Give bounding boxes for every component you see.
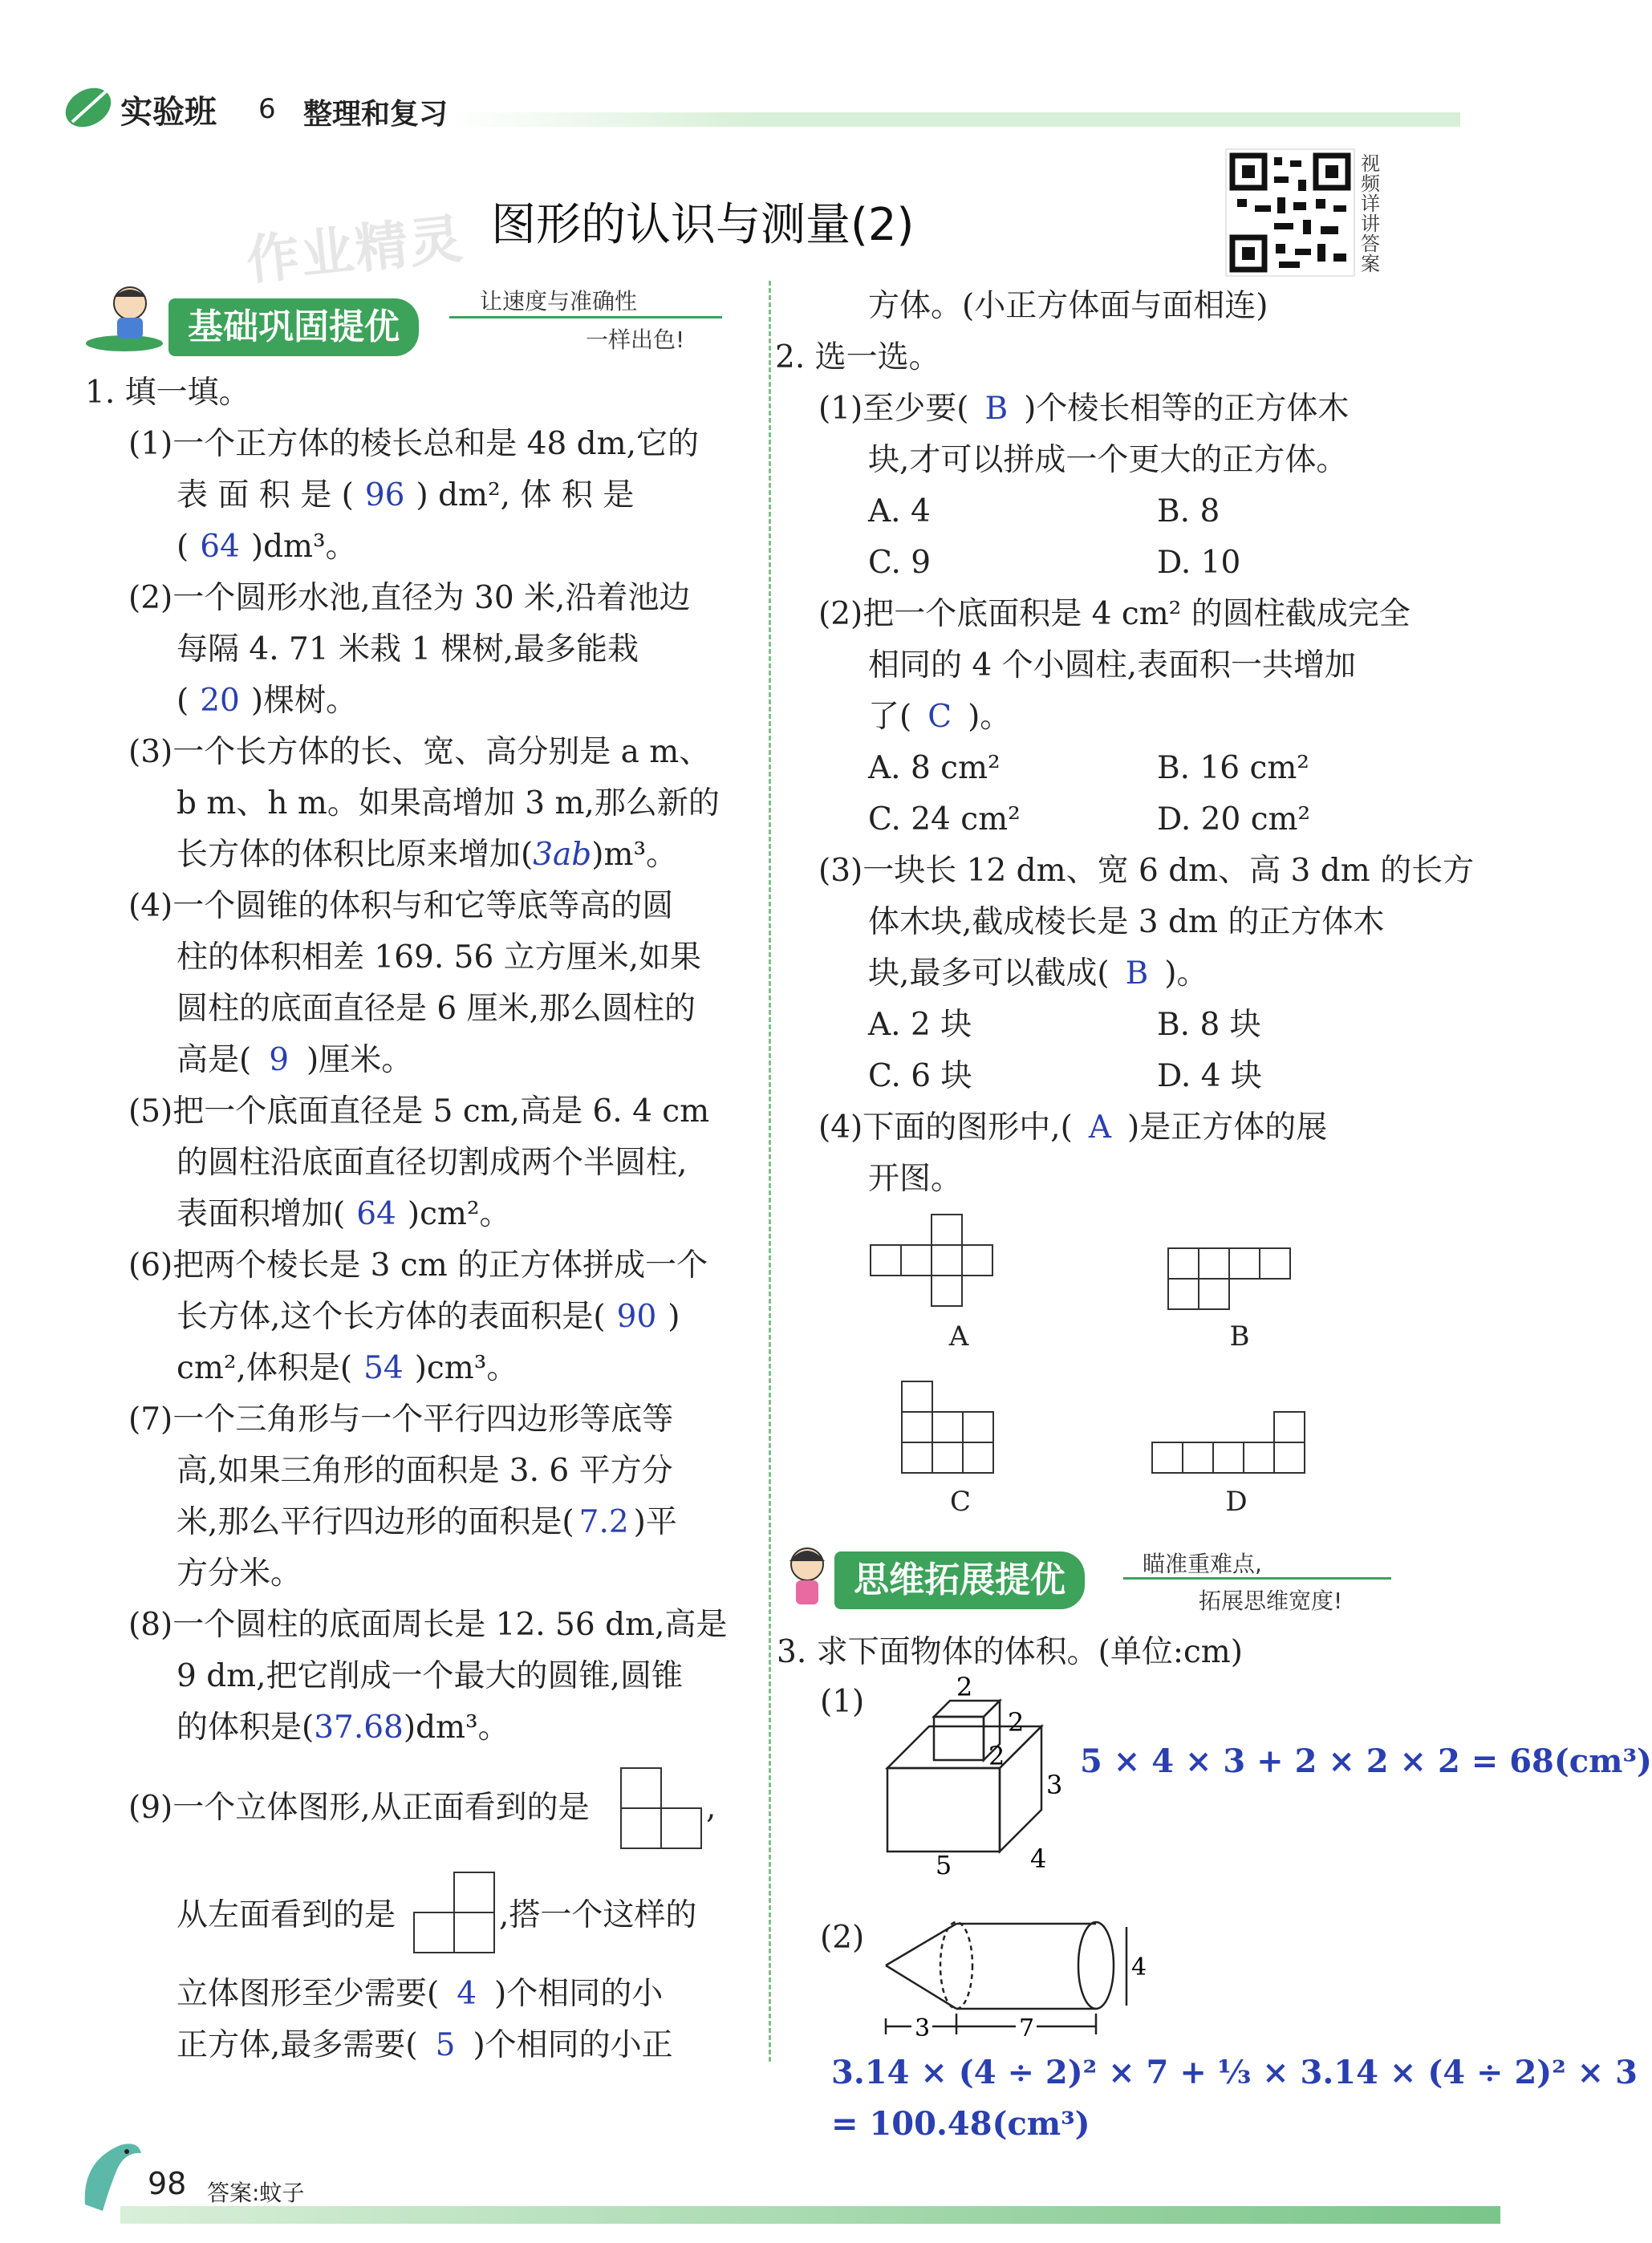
section2-underline bbox=[1123, 1577, 1391, 1580]
net-label-d: D bbox=[1225, 1486, 1248, 1518]
q3-p1-label: (1) bbox=[820, 1684, 865, 1720]
q1-p1-text: ) dm², 体 积 是 bbox=[416, 477, 635, 513]
q1-p4-line2: 柱的体积相差 169. 56 立方厘米,如果 bbox=[177, 939, 702, 975]
q1-p6-answer1: 90 bbox=[616, 1299, 657, 1335]
q2-p1-optA: A. 4 bbox=[868, 493, 931, 529]
mascot-boy-icon bbox=[80, 282, 168, 356]
q1-p9-line2a: 从左面看到的是 bbox=[177, 1897, 396, 1933]
q2-p4-answer: A bbox=[1088, 1109, 1112, 1146]
q1-p4-text: 高是( bbox=[177, 1042, 252, 1078]
q1-p5-line3 bbox=[177, 1189, 511, 1240]
q1-p6-line3 bbox=[177, 1343, 518, 1394]
q1-p1-line2 bbox=[177, 470, 634, 521]
q2-p2-answer: C bbox=[927, 699, 952, 735]
q1-p8-text: 的体积是( bbox=[177, 1710, 315, 1746]
q2-p3-answer: B bbox=[1125, 955, 1149, 992]
q3-p2-answer-line1: 3.14 × (4 ÷ 2)² × 7 + ⅓ × 3.14 × (4 ÷ 2)² × 3 bbox=[831, 2054, 1638, 2091]
q2-p2-optD: D. 20 cm² bbox=[1157, 801, 1311, 838]
q1-p6-line1: (6)把两个棱长是 3 cm 的正方体拼成一个 bbox=[128, 1247, 708, 1284]
q1-p3-line2: b m、h m。如果高增加 3 m,那么新的 bbox=[177, 785, 720, 821]
q2-p2-optA: A. 8 cm² bbox=[868, 750, 1001, 786]
q1-p5-line2: 的圆柱沿底面直径切割成两个半圆柱, bbox=[177, 1145, 688, 1181]
q3-p1-dim-height: 2 bbox=[988, 1741, 1005, 1771]
q3-figure-1 bbox=[875, 1672, 1083, 1880]
q3-p2-dim-diameter: 4 bbox=[1131, 1953, 1147, 1981]
q1-p4-text: )厘米。 bbox=[306, 1042, 413, 1078]
q2-p3-text: 块,最多可以截成( bbox=[868, 955, 1110, 992]
q2-p2-text: 了( bbox=[868, 699, 912, 735]
dolphin-icon bbox=[74, 2137, 148, 2217]
q2-p4-line2: 开图。 bbox=[868, 1161, 963, 1197]
net-option-d bbox=[1152, 1412, 1305, 1473]
q1-p6-text: ) bbox=[668, 1299, 680, 1335]
q2-p4-line1 bbox=[818, 1102, 1327, 1154]
section-tag-extension: 思维拓展提优 bbox=[834, 1551, 1085, 1609]
q3-p2-dim-cone: 3 bbox=[915, 2014, 931, 2042]
q1-p9-answer1: 4 bbox=[457, 1976, 477, 2012]
net-option-c bbox=[902, 1381, 993, 1473]
net-label-c: C bbox=[949, 1486, 971, 1518]
q3-p1-dim-5: 5 bbox=[935, 1850, 952, 1880]
q1-p6-line2 bbox=[177, 1292, 680, 1343]
q1-p3-line1: (3)一个长方体的长、宽、高分别是 a m、 bbox=[128, 734, 711, 770]
q2-p3-line2: 体木块,截成棱长是 3 dm 的正方体木 bbox=[868, 904, 1385, 940]
q1-p8-text: )dm³。 bbox=[403, 1710, 509, 1746]
q2-p1-line1 bbox=[818, 383, 1349, 435]
section1-underline bbox=[449, 316, 722, 318]
section1-motto-line2: 一样出色! bbox=[586, 327, 685, 353]
q1-p6-answer2: 54 bbox=[363, 1350, 404, 1386]
watermark: 作业精灵 bbox=[243, 207, 467, 292]
q3-p1-dim-4: 4 bbox=[1030, 1843, 1047, 1874]
qr-caption: 视频详讲答案 bbox=[1361, 152, 1380, 275]
q1-p2-line3 bbox=[177, 675, 357, 727]
section2-motto-line2: 拓展思维宽度! bbox=[1199, 1588, 1343, 1614]
q1-p8-answer: 37.68 bbox=[314, 1710, 404, 1746]
q1-p8-line2: 9 dm,把它削成一个最大的圆锥,圆锥 bbox=[177, 1658, 683, 1694]
q2-p3-optA: A. 2 块 bbox=[868, 1007, 972, 1043]
page-title: 图形的认识与测量(2) bbox=[491, 199, 915, 251]
chapter-number: 6 bbox=[258, 93, 276, 125]
q1-p9-line5: 方体。(小正方体面与面相连) bbox=[868, 288, 1268, 324]
q1-p7-text: )平 bbox=[633, 1504, 677, 1540]
q1-p9-answer2: 5 bbox=[435, 2027, 456, 2063]
q1-p1-text: 表 面 积 是 ( bbox=[177, 477, 354, 513]
q1-p9-text: 立体图形至少需要( bbox=[177, 1976, 440, 2012]
q3-p1-answer: 5 × 4 × 3 + 2 × 2 × 2 = 68(cm³) bbox=[1080, 1742, 1652, 1780]
q1-p1-line1: (1)一个正方体的棱长总和是 48 dm,它的 bbox=[128, 426, 700, 462]
q1-p4-line4 bbox=[177, 1035, 412, 1086]
q3-p2-answer-line2: = 100.48(cm³) bbox=[831, 2105, 1090, 2143]
q2-p3-line1: (3)一块长 12 dm、宽 6 dm、高 3 dm 的长方 bbox=[818, 853, 1475, 889]
mascot-girl-icon bbox=[775, 1542, 839, 1611]
section2-motto-line1: 瞄准重难点, bbox=[1143, 1551, 1262, 1577]
q1-p2-line1: (2)一个圆形水池,直径为 30 米,沿着池边 bbox=[128, 580, 691, 616]
q1-p9-line1: (9)一个立体图形,从正面看到的是 bbox=[128, 1790, 590, 1826]
q3-p1-dim-side: 2 bbox=[1008, 1707, 1025, 1738]
q1-p3-text: )m³。 bbox=[591, 837, 678, 873]
q1-p4-line3: 圆柱的底面直径是 6 厘米,那么圆柱的 bbox=[177, 991, 696, 1027]
q1-p1-answer1: 96 bbox=[364, 477, 405, 513]
q2-p3-optC: C. 6 块 bbox=[868, 1058, 972, 1094]
answer-note: 答案:蚊子 bbox=[207, 2180, 305, 2206]
q2-p2-optB: B. 16 cm² bbox=[1157, 750, 1309, 786]
q1-title: 1. 填一填。 bbox=[85, 375, 250, 411]
q1-p7-line3 bbox=[177, 1497, 677, 1548]
q1-p1-answer2: 64 bbox=[200, 529, 240, 565]
q1-p5-line1: (5)把一个底面直径是 5 cm,高是 6. 4 cm bbox=[128, 1093, 710, 1130]
q2-p2-text: )。 bbox=[968, 699, 1012, 735]
footer-band bbox=[120, 2206, 1500, 2224]
q2-p1-optB: B. 8 bbox=[1157, 493, 1220, 529]
q1-p7-answer: 7.2 bbox=[578, 1504, 629, 1540]
header-band bbox=[449, 112, 1460, 127]
q1-p2-line2: 每隔 4. 71 米栽 1 棵树,最多能栽 bbox=[177, 631, 639, 667]
q2-p4-text: (4)下面的图形中,( bbox=[818, 1109, 1073, 1146]
column-divider bbox=[769, 281, 771, 2062]
q1-p2-text: ( bbox=[177, 683, 189, 719]
q1-p6-text: )cm³。 bbox=[414, 1350, 518, 1386]
section1-motto-line1: 让速度与准确性 bbox=[480, 288, 638, 314]
q2-p1-answer: B bbox=[984, 391, 1009, 427]
q1-p4-answer: 9 bbox=[269, 1042, 290, 1078]
q1-p5-text: 表面积增加( bbox=[177, 1196, 346, 1232]
q1-p1-text: )dm³。 bbox=[250, 529, 357, 565]
q1-p9-text: )个相同的小正 bbox=[473, 2027, 673, 2063]
section-tag-basic: 基础巩固提优 bbox=[168, 298, 419, 356]
net-label-b: B bbox=[1229, 1320, 1250, 1353]
q1-p3-line3 bbox=[177, 829, 677, 881]
q2-p1-text: (1)至少要( bbox=[818, 391, 969, 427]
q1-p6-text: 长方体,这个长方体的表面积是( bbox=[177, 1299, 606, 1335]
q1-p9-text: )个相同的小 bbox=[494, 1976, 664, 2012]
q1-p6-text: cm²,体积是( bbox=[177, 1350, 353, 1386]
q2-p1-line2: 块,才可以拼成一个更大的正方体。 bbox=[868, 442, 1348, 478]
q1-p9-line1-comma: , bbox=[706, 1790, 716, 1826]
q2-p1-optC: C. 9 bbox=[868, 545, 932, 581]
q1-p2-answer: 20 bbox=[200, 683, 240, 719]
q1-p4-line1: (4)一个圆锥的体积与和它等底等高的圆 bbox=[128, 888, 674, 924]
q1-p7-text: 米,那么平行四边形的面积是( bbox=[177, 1504, 574, 1540]
q1-p1-text: ( bbox=[177, 529, 189, 565]
brand-name: 实验班 bbox=[120, 94, 217, 131]
q1-p3-answer: 3ab bbox=[533, 837, 592, 873]
q1-p1-line3 bbox=[177, 521, 357, 573]
q1-p9-line3 bbox=[177, 1969, 663, 2020]
q2-p2-line2: 相同的 4 个小圆柱,表面积一共增加 bbox=[868, 647, 1357, 683]
net-label-a: A bbox=[948, 1320, 969, 1353]
q2-p1-text: )个棱长相等的正方体木 bbox=[1024, 391, 1350, 427]
brand-leaf-icon bbox=[61, 83, 116, 132]
q1-p3-text: 长方体的体积比原来增加( bbox=[177, 837, 534, 873]
q3-p2-dim-cylinder: 7 bbox=[1019, 2014, 1035, 2042]
q1-p2-text: )棵树。 bbox=[250, 683, 358, 719]
q1-p9-line2b: ,搭一个这样的 bbox=[499, 1897, 697, 1933]
q2-p3-line3 bbox=[868, 948, 1208, 1000]
q2-p2-line3 bbox=[868, 692, 1011, 743]
qr-code-icon[interactable] bbox=[1226, 149, 1354, 276]
q1-p9-line4 bbox=[177, 2020, 673, 2071]
q1-p9-text: 正方体,最多需要( bbox=[177, 2027, 418, 2063]
front-view-figure bbox=[621, 1768, 701, 1848]
q2-p2-optC: C. 24 cm² bbox=[868, 801, 1021, 838]
q2-p3-optB: B. 8 块 bbox=[1157, 1007, 1261, 1043]
q3-figure-2 bbox=[879, 1914, 1152, 2042]
q2-p2-line1: (2)把一个底面积是 4 cm² 的圆柱截成完全 bbox=[818, 596, 1410, 632]
net-option-b bbox=[1168, 1248, 1290, 1309]
q3-p2-label: (2) bbox=[820, 1920, 865, 1956]
q1-p5-answer: 64 bbox=[356, 1196, 396, 1232]
q3-p1-dim-3: 3 bbox=[1046, 1770, 1063, 1800]
q2-title: 2. 选一选。 bbox=[775, 339, 940, 375]
q1-p8-line1: (8)一个圆柱的底面周长是 12. 56 dm,高是 bbox=[128, 1607, 728, 1643]
q2-p1-optD: D. 10 bbox=[1157, 545, 1241, 581]
page-number: 98 bbox=[148, 2166, 187, 2201]
q2-p3-optD: D. 4 块 bbox=[1157, 1058, 1262, 1094]
q2-p3-text: )。 bbox=[1164, 955, 1208, 992]
q1-p7-line2: 高,如果三角形的面积是 3. 6 平方分 bbox=[177, 1453, 673, 1489]
chapter-title: 整理和复习 bbox=[303, 98, 449, 131]
net-option-a bbox=[871, 1215, 992, 1306]
q1-p5-text: )cm²。 bbox=[407, 1196, 511, 1232]
q2-p4-text: )是正方体的展 bbox=[1127, 1109, 1328, 1146]
q1-p7-line1: (7)一个三角形与一个平行四边形等底等 bbox=[128, 1401, 674, 1438]
q3-title: 3. 求下面物体的体积。(单位:cm) bbox=[777, 1634, 1244, 1670]
left-view-figure bbox=[414, 1872, 494, 1953]
q1-p8-line3 bbox=[177, 1702, 509, 1754]
q3-p1-dim-top: 2 bbox=[956, 1672, 973, 1702]
q1-p7-line4: 方分米。 bbox=[177, 1555, 302, 1592]
